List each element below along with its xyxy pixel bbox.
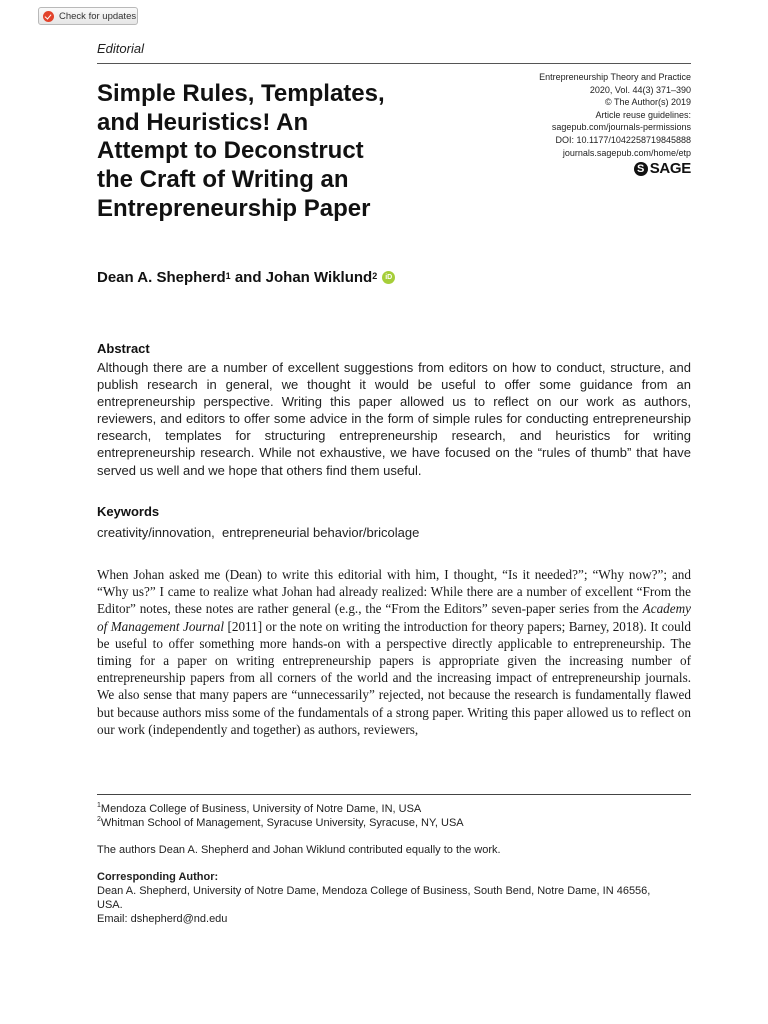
body-text-part: [2011] or the note on writing the introduction for theory papers; Barney, 2018). It could be useful to offer something more hands-on with a perspective directly applicable to entrepreneurship. The timing for a paper on writing entrepreneurship papers is appropriate given the increasing number of entrepreneurship papers from all corners of the world and the increasing impact of entrepreneurship journals. We also sense that many papers are “unnecessarily” rejected, not because the research is fundamentally flawed but because authors miss some of the fundamentals of a strong paper. Writing this paper allowed us to reflect on our work (independently and together) as authors, reviewers, <box>97 618 691 737</box>
author-line <box>97 269 395 286</box>
keywords-text: creativity/innovation, entrepreneurial behavior/bricolage <box>97 525 420 540</box>
publisher-logo <box>634 160 691 177</box>
equal-contribution-note: The authors Dean A. Shepherd and Johan Wiklund contributed equally to the work. <box>97 844 501 856</box>
corresponding-author-address: Dean A. Shepherd, University of Notre Dame, Mendoza College of Business, South Bend, Notre Dame, IN 46556, <box>97 885 651 897</box>
reuse-label: Article reuse guidelines: <box>595 109 691 120</box>
affiliation-marker: 2 <box>372 270 378 281</box>
affiliation-marker: 2 <box>97 816 101 823</box>
body-text-part: When Johan asked me (Dean) to write this editorial with him, I thought, “Is it needed?”; “Why now?”; and “Why us?” I came to realize what Johan had already realized: While there are a number of excellent “From the Editor” notes, these notes are rather general (e.g., the “From the Editors” seven-paper series from the <box>97 567 691 617</box>
affiliation-text: Mendoza College of Business, University of Notre Dame, IN, USA <box>100 803 422 815</box>
corresponding-author-heading: Corresponding Author: <box>97 871 219 883</box>
abstract-heading: Abstract <box>97 341 150 356</box>
corresponding-author-email[interactable]: Email: dshepherd@nd.edu <box>97 913 228 925</box>
abstract-text: Although there are a number of excellent suggestions from editors on how to conduct, structure, and publish research in general, we thought it would be useful to offer some guidance from an entrepreneurship perspective. Writing this paper allowed us to reflect on our work as authors, reviewers, and editors to offer some advice in the form of simple rules for conducting entrepreneurship research, templates for structuring entrepreneurship research, and heuristics for writing entrepreneurship research. While not exhaustive, we have focused on the “rules of thumb” that have served us well and we hope that others find them useful. <box>97 360 691 478</box>
check-updates-label: Check for updates <box>59 10 137 22</box>
doi[interactable]: DOI: 10.1177/1042258719845888 <box>555 134 691 145</box>
footnote-divider <box>97 794 691 795</box>
paper-title: Simple Rules, Templates, and Heuristics! An Attempt to Deconstruct the Craft of Writing an Entrepreneurship Paper <box>97 80 385 222</box>
journal-meta <box>539 71 691 159</box>
author-name: Dean A. Shepherd <box>97 269 226 286</box>
check-for-updates-button[interactable] <box>38 7 138 25</box>
corresponding-author-country: USA. <box>97 899 123 911</box>
keywords-heading: Keywords <box>97 504 160 519</box>
check-updates-icon <box>43 11 54 22</box>
journal-volume: 2020, Vol. 44(3) 371–390 <box>589 84 691 95</box>
affiliation-marker: 1 <box>97 802 101 809</box>
reuse-link[interactable]: sagepub.com/journals-permissions <box>551 122 691 133</box>
orcid-icon[interactable]: iD <box>382 271 395 284</box>
journal-citation: Academy of Management Journal <box>97 601 691 634</box>
sage-logo-icon: S <box>634 162 648 176</box>
header-divider <box>97 63 691 64</box>
copyright: © The Author(s) 2019 <box>604 97 691 108</box>
affiliation-2 <box>97 817 464 829</box>
affiliation-marker: 1 <box>225 270 231 281</box>
author-name: Johan Wiklund <box>265 269 373 286</box>
section-label: Editorial <box>97 41 144 56</box>
author-connector: and <box>230 269 266 286</box>
body-paragraph <box>97 566 691 738</box>
journal-name: Entrepreneurship Theory and Practice <box>539 72 691 82</box>
affiliation-text: Whitman School of Management, Syracuse University, Syracuse, NY, USA <box>100 817 464 829</box>
publisher-logo-text: SAGE <box>649 160 691 177</box>
affiliation-1 <box>97 803 421 815</box>
journal-homepage-link[interactable]: journals.sagepub.com/home/etp <box>562 147 691 158</box>
